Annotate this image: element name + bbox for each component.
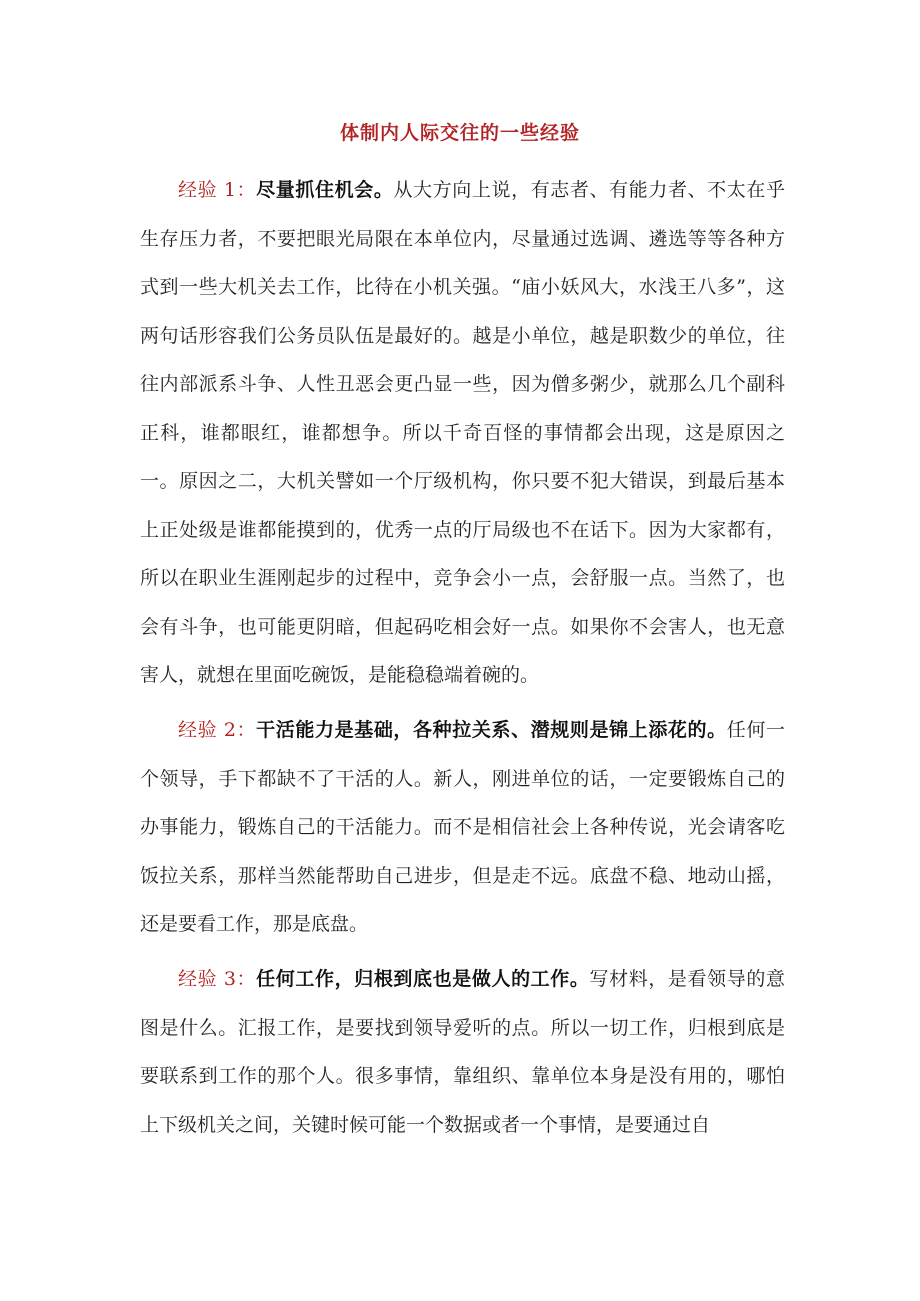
experience-label-1: 经验 1： [178,179,257,201]
experience-paragraph-3 [140,955,785,1149]
experience-lead-3: 任何工作，归根到底也是做人的工作。 [256,968,590,990]
document-title: 体制内人际交往的一些经验 [339,122,580,144]
experience-lead-2: 干活能力是基础，各种拉关系、潜规则是锦上添花的。 [256,719,727,741]
experience-body-2: 任何一个领导，手下都缺不了干活的人。新人，刚进单位的话，一定要锻炼自己的办事能力，锻炼自己的干活能力。而不是相信社会上各种传说，光会请客吃饭拉关系，那样当然能帮助自己进步，但是走不远。底盘不稳、地动山摇，还是要看工作，那是底盘。 [140,719,785,935]
experience-lead-1: 尽量抓住机会。 [256,179,394,201]
experience-paragraph-1 [140,166,785,700]
experience-label-3: 经验 3： [178,968,257,990]
experience-body-3: 写材料，是看领导的意图是什么。汇报工作，是要找到领导爱听的点。所以一切工作，归根到底是要联系到工作的那个人。很多事情，靠组织、靠单位本身是没有用的，哪怕上下级机关之间，关键时候可能一个数据或者一个事情，是要通过自 [140,968,785,1136]
experience-body-1: 从大方向上说，有志者、有能力者、不太在乎生存压力者，不要把眼光局限在本单位内，尽量通过选调、遴选等等各种方式到一些大机关去工作，比待在小机关强。“庙小妖风大，水浅王八多”，这两句话形容我们公务员队伍是最好的。越是小单位，越是职数少的单位，往往内部派系斗争、人性丑恶会更凸显一些，因为僧多粥少，就那么几个副科正科，谁都眼红，谁都想争。所以千奇百怪的事情都会出现，这是原因之一。原因之二，大机关譬如一个厅级机构，你只要不犯大错误，到最后基本上正处级是谁都能摸到的，优秀一点的厅局级也不在话下。因为大家都有，所以在职业生涯刚起步的过程中，竞争会小一点，会舒服一点。当然了，也会有斗争，也可能更阴暗，但起码吃相会好一点。如果你不会害人，也无意害人，就想在里面吃碗饭，是能稳稳端着碗的。 [140,179,785,686]
experience-label-2: 经验 2： [178,719,257,741]
experience-paragraph-2 [140,706,785,949]
